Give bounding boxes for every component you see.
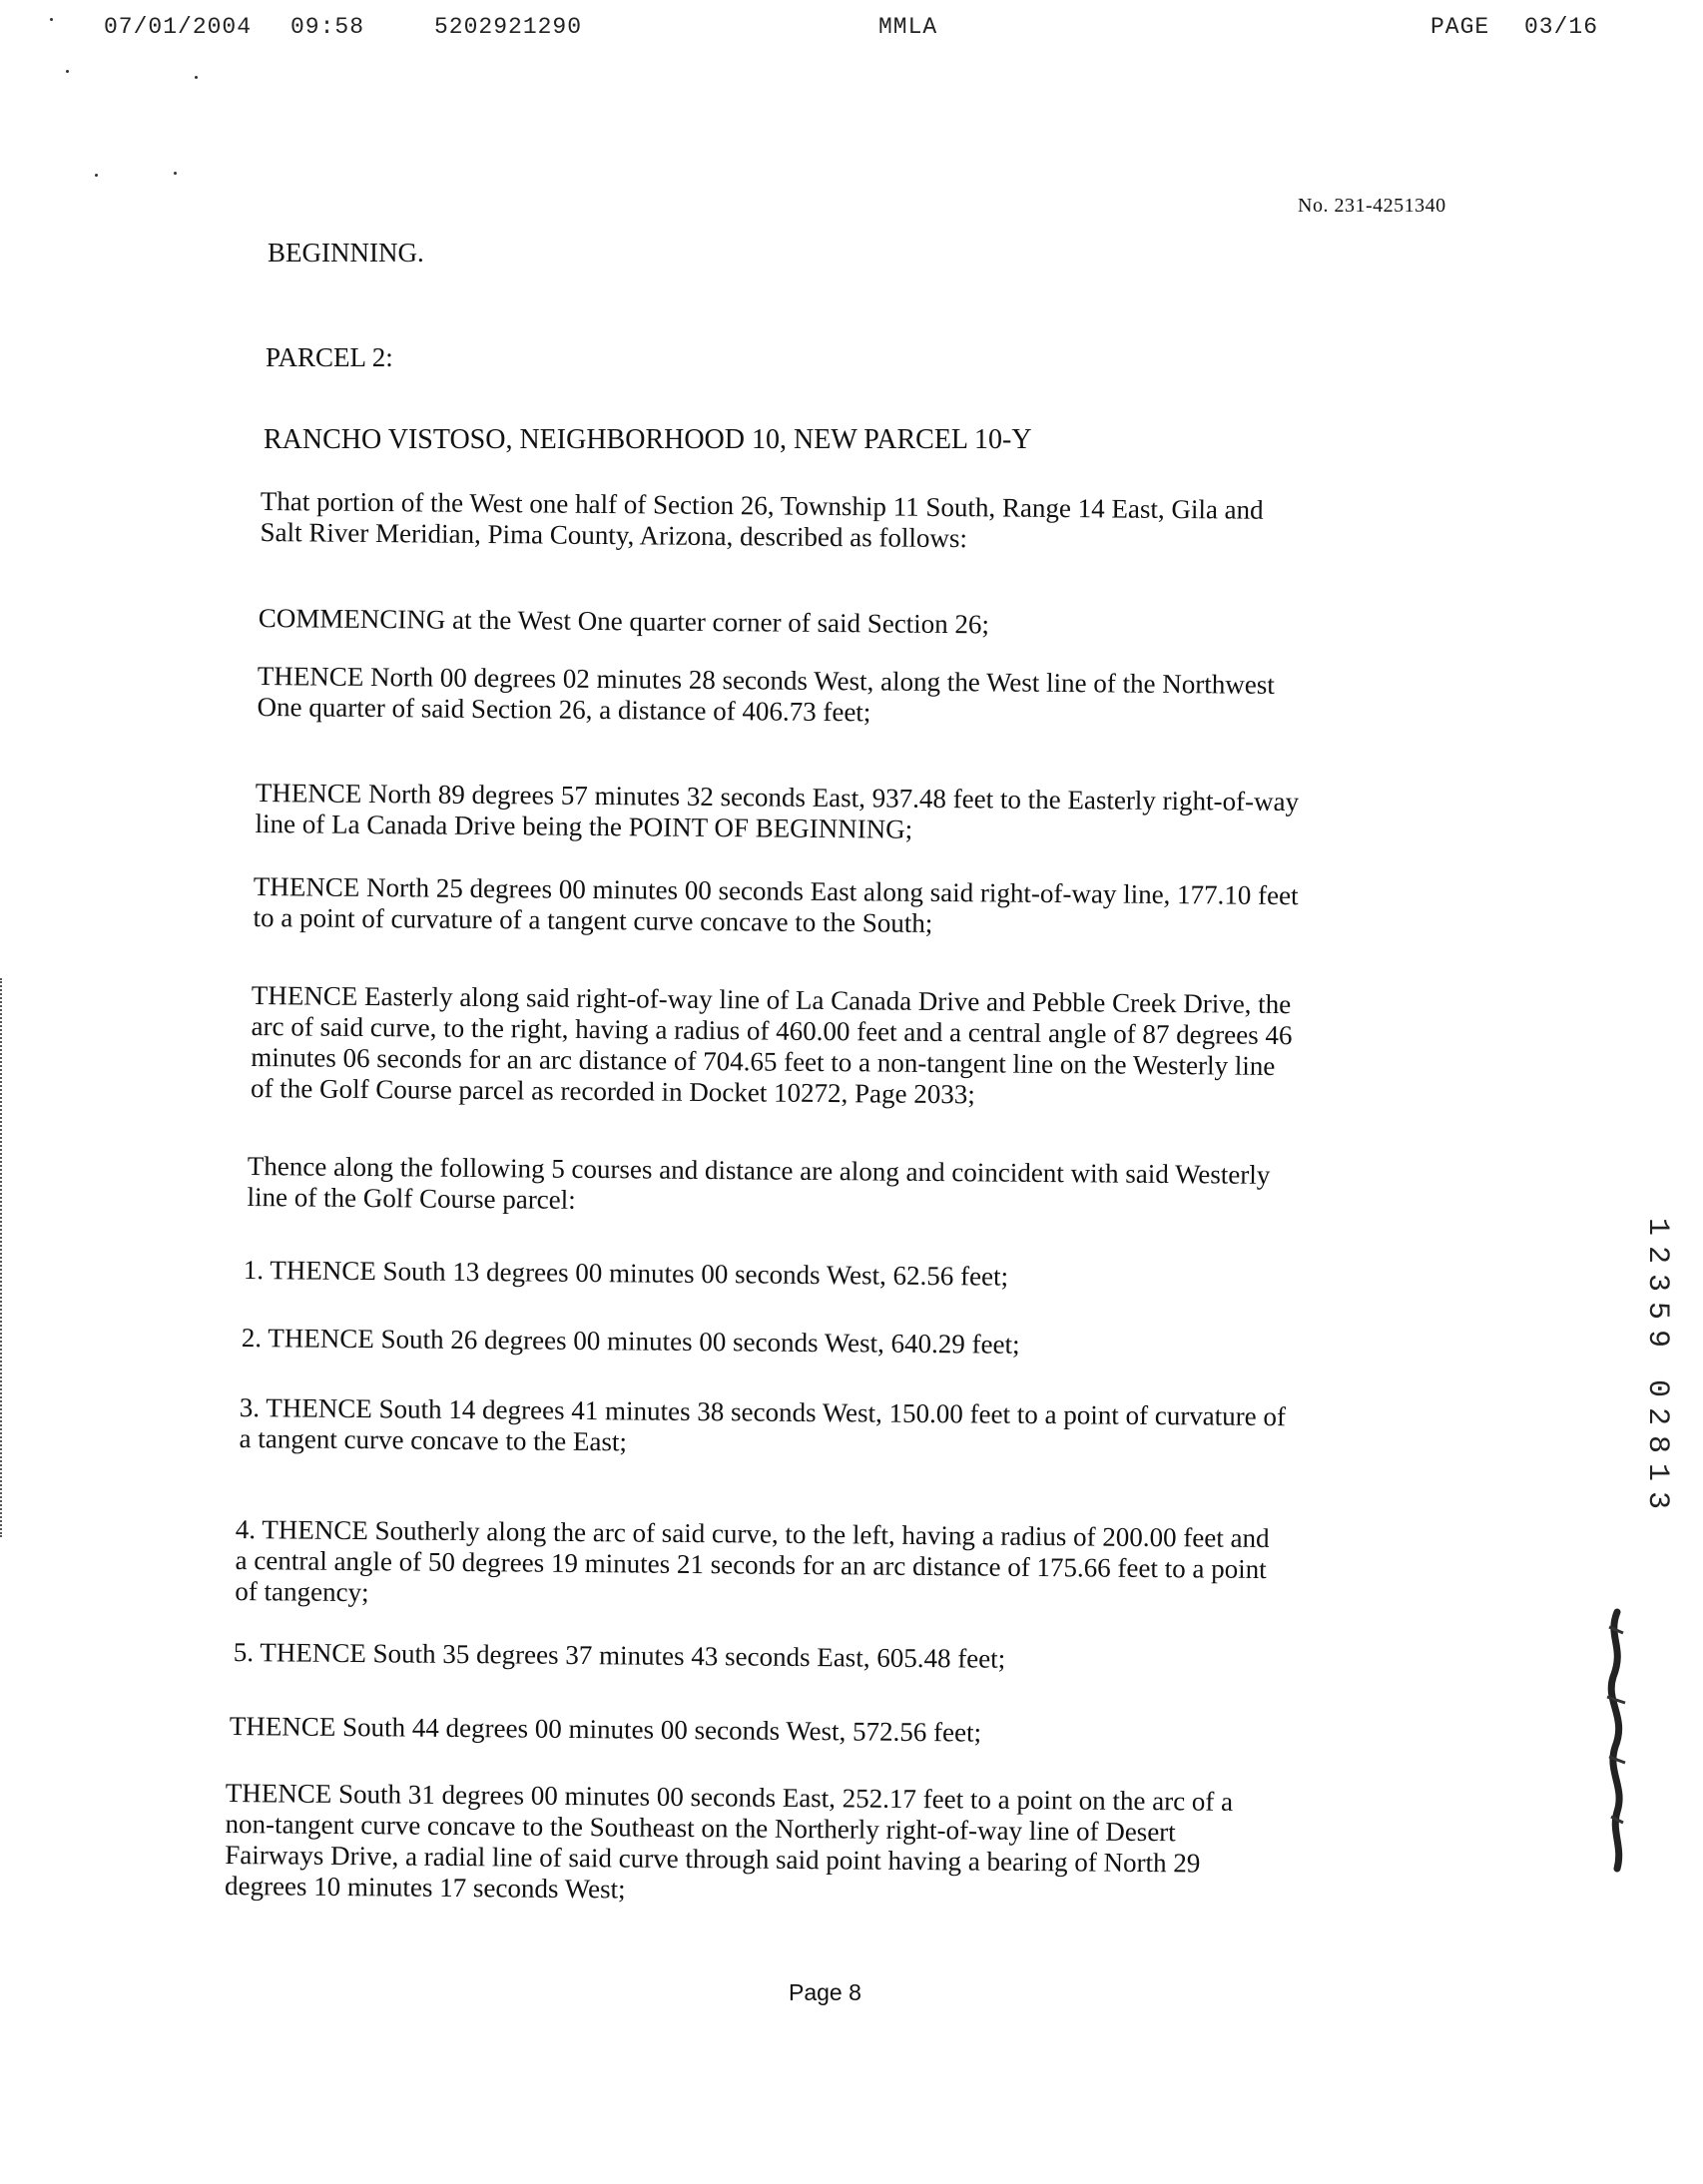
text-line: THENCE North 25 degrees 00 minutes 00 seconds East along said right-of-way line, 177.10 feet — [253, 871, 1299, 911]
scan-speck — [66, 70, 69, 73]
recording-digit: 2 — [1640, 1406, 1674, 1425]
recording-number — [1637, 1213, 1677, 1514]
legal-paragraph — [251, 980, 1293, 1113]
recording-digit: 8 — [1640, 1434, 1674, 1453]
text-line: line of the Golf Course parcel: — [247, 1181, 576, 1215]
text-line: THENCE South 31 degrees 00 minutes 00 seconds East, 252.17 feet to a point on the arc of a — [225, 1778, 1234, 1817]
recording-digit: 2 — [1640, 1245, 1674, 1264]
fax-time: 09:58 — [290, 14, 365, 40]
text-line: a central angle of 50 degrees 19 minutes 21 seconds for an arc distance of 175.66 feet to a point — [235, 1544, 1267, 1585]
text-line: to a point of curvature of a tangent curve concave to the South; — [253, 901, 933, 938]
legal-paragraph — [230, 1711, 981, 1749]
text-line: THENCE North 89 degrees 57 minutes 32 seconds East, 937.48 feet to the Easterly right-of-way — [255, 778, 1300, 818]
text-line: 5. THENCE South 35 degrees 37 minutes 43 seconds East, 605.48 feet; — [233, 1637, 1006, 1674]
legal-paragraph — [259, 603, 989, 640]
legal-paragraph — [247, 1151, 1270, 1222]
text-line: Fairways Drive, a radial line of said curve through said point having a bearing of North 29 — [225, 1839, 1201, 1879]
recording-docket — [1637, 1213, 1677, 1353]
scan-edge-mark — [0, 978, 5, 1537]
recording-digit: 3 — [1640, 1490, 1674, 1509]
scan-speck — [174, 172, 177, 175]
text-line: a tangent curve concave to the East; — [239, 1422, 628, 1457]
text-line: arc of said curve, to the right, having a radius of 460.00 feet and a central angle of 87 degrees 46 — [251, 1010, 1293, 1051]
course-item — [242, 1323, 1020, 1361]
text-line: THENCE South 44 degrees 00 minutes 00 seconds West, 572.56 feet; — [229, 1711, 982, 1748]
fax-page-number: 03/16 — [1524, 14, 1599, 40]
fax-page-label: PAGE — [1430, 14, 1490, 40]
text-line: Thence along the following 5 courses and distance are along and coincident with said Westerly — [247, 1151, 1271, 1190]
scan-speck — [195, 76, 198, 79]
legal-paragraph — [260, 486, 1263, 557]
text-line: degrees 10 minutes 17 seconds West; — [224, 1870, 626, 1905]
course-item — [235, 1514, 1269, 1616]
text-line: That portion of the West one half of Section 26, Township 11 South, Range 14 East, Gila and — [260, 486, 1264, 525]
text-line: line of La Canada Drive being the POINT OF BEGINNING; — [255, 808, 913, 844]
text-line: minutes 06 seconds for an arc distance of 704.65 feet to a non-tangent line on the Westerly line — [251, 1041, 1276, 1081]
text-line: Salt River Meridian, Pima County, Arizona, described as follows: — [260, 516, 968, 554]
text-line: COMMENCING at the West One quarter corner of said Section 26; — [258, 603, 990, 640]
text-line: non-tangent curve concave to the Southeast on the Northerly right-of-way line of Desert — [225, 1808, 1176, 1848]
legal-paragraph — [225, 1778, 1233, 1911]
heading-parcel: PARCEL 2: — [266, 342, 393, 372]
file-number: No. 231-4251340 — [1298, 195, 1446, 217]
heading-beginning: BEGINNING. — [268, 238, 424, 268]
fax-date: 07/01/2004 — [104, 14, 253, 40]
fax-phone: 5202921290 — [434, 14, 583, 40]
legal-paragraph — [255, 778, 1299, 848]
fax-header — [0, 14, 1703, 44]
scan-speck — [50, 18, 53, 21]
fax-sender: MMLA — [878, 14, 938, 40]
page-footer: Page 8 — [789, 1979, 861, 2005]
text-line: One quarter of said Section 26, a distance of 406.73 feet; — [257, 691, 871, 728]
parcel-title: RANCHO VISTOSO, NEIGHBORHOOD 10, NEW PARCEL 10-Y — [264, 424, 1032, 455]
legal-paragraph — [257, 661, 1274, 732]
recording-digit: 5 — [1640, 1301, 1674, 1320]
recording-digit: 1 — [1640, 1217, 1674, 1236]
text-line: 3. THENCE South 14 degrees 41 minutes 38 seconds West, 150.00 feet to a point of curvature of — [239, 1392, 1287, 1432]
text-line: 4. THENCE Southerly along the arc of said curve, to the left, having a radius of 200.00 feet and — [235, 1514, 1270, 1554]
recording-digit: 0 — [1640, 1378, 1674, 1397]
scan-speck — [95, 174, 98, 177]
recorder-stamp-mark — [1597, 1607, 1637, 1877]
course-item — [244, 1255, 1008, 1293]
text-line: of the Golf Course parcel as recorded in Docket 10272, Page 2033; — [250, 1072, 975, 1110]
recording-digit: 1 — [1640, 1462, 1674, 1481]
text-line: THENCE North 00 degrees 02 minutes 28 seconds West, along the West line of the Northwest — [257, 661, 1275, 700]
recording-digit: 9 — [1640, 1329, 1674, 1348]
course-item — [239, 1392, 1286, 1463]
text-line: THENCE Easterly along said right-of-way line of La Canada Drive and Pebble Creek Drive, the — [251, 980, 1292, 1020]
legal-paragraph — [253, 871, 1298, 942]
recording-page — [1637, 1374, 1677, 1514]
course-item — [234, 1637, 1006, 1675]
recording-digit: 3 — [1640, 1273, 1674, 1292]
text-line: 2. THENCE South 26 degrees 00 minutes 00 seconds West, 640.29 feet; — [241, 1323, 1020, 1360]
text-line: of tangency; — [235, 1575, 369, 1608]
text-line: 1. THENCE South 13 degrees 00 minutes 00 seconds West, 62.56 feet; — [243, 1255, 1009, 1292]
